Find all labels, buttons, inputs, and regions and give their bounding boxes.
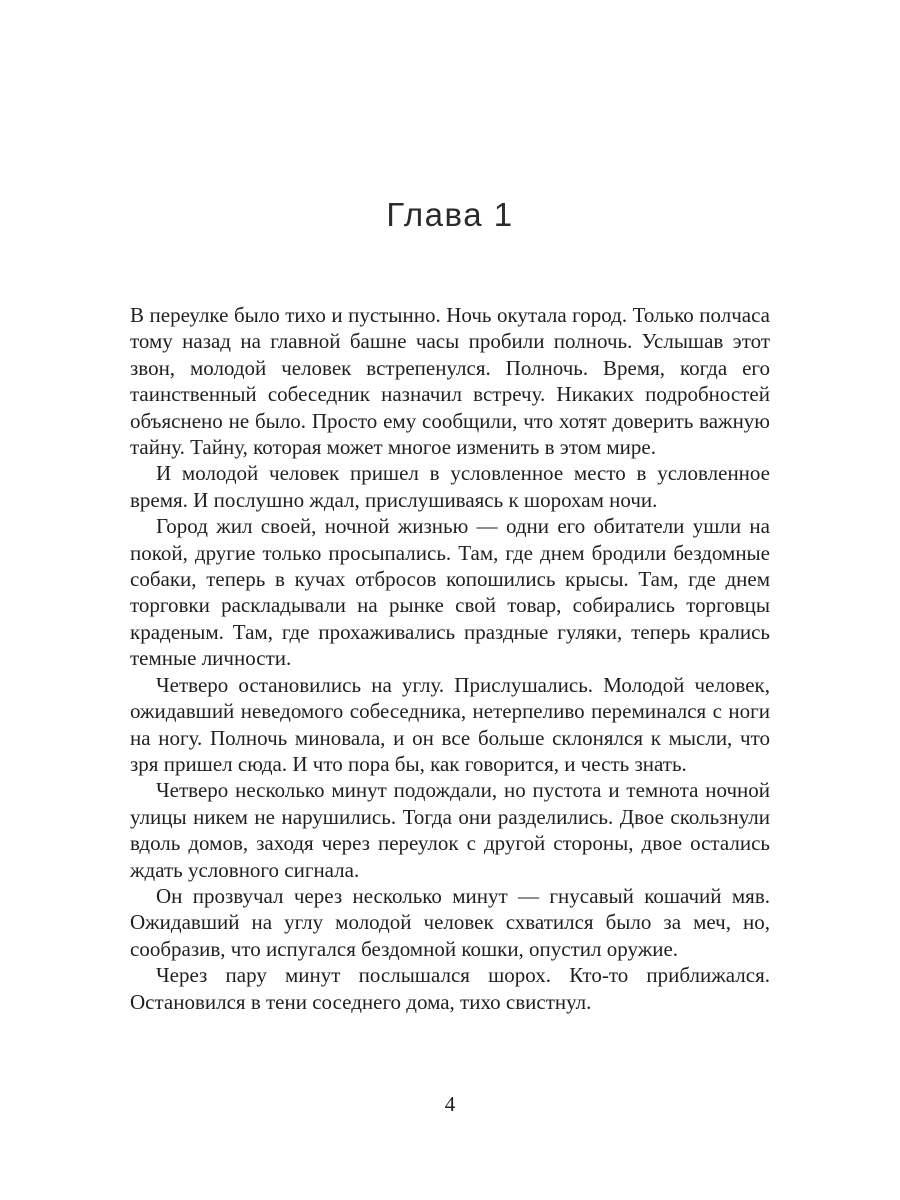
body-text <box>130 302 770 1015</box>
paragraph: Четверо остановились на углу. Прислушались. Молодой человек, ожидавший неведомого собеседника, нетерпеливо переминался с ноги на ногу. Полночь миновала, и он все больше склонялся к мысли, что зря пришел сюда. И что пора бы, как говорится, и честь знать. <box>130 672 770 776</box>
paragraph: Город жил своей, ночной жизнью — одни его обитатели ушли на покой, другие только просыпались. Там, где днем бродили бездомные собаки, теперь в кучах отбросов копошились крысы. Там, где днем торговки раскладывали на рынке свой товар, собирались торговцы краденым. Там, где прохаживались праздные гуляки, теперь крались темные личности. <box>130 514 770 671</box>
paragraph: Он прозвучал через несколько минут — гнусавый кошачий мяв. Ожидавший на углу молодой человек схватился было за меч, но, сообразив, что испугался бездомной кошки, опустил оружие. <box>130 883 770 961</box>
paragraph: И молодой человек пришел в условленное место в условленное время. И послушно ждал, прислушиваясь к шорохам ночи. <box>130 461 770 512</box>
paragraph: Четверо несколько минут подождали, но пустота и темнота ночной улицы никем не нарушились. Тогда они разделились. Двое скользнули вдоль домов, заходя через переулок с другой стороны, двое остались ждать условного сигнала. <box>130 778 770 882</box>
page-number: 4 <box>444 1092 456 1116</box>
chapter-title: Глава 1 <box>386 196 514 233</box>
paragraph: Через пару минут послышался шорох. Кто-то приближался. Остановился в тени соседнего дома, тихо свистнул. <box>130 963 770 1014</box>
paragraph: В переулке было тихо и пустынно. Ночь окутала город. Только полчаса тому назад на главной башне часы пробили полночь. Услышав этот звон, молодой человек встрепенулся. Полночь. Время, когда его таинственный собеседник назначил встречу. Никаких подробностей объяснено не было. Просто ему сообщили, что хотят доверить важную тайну. Тайну, которая может многое изменить в этом мире. <box>130 303 770 460</box>
